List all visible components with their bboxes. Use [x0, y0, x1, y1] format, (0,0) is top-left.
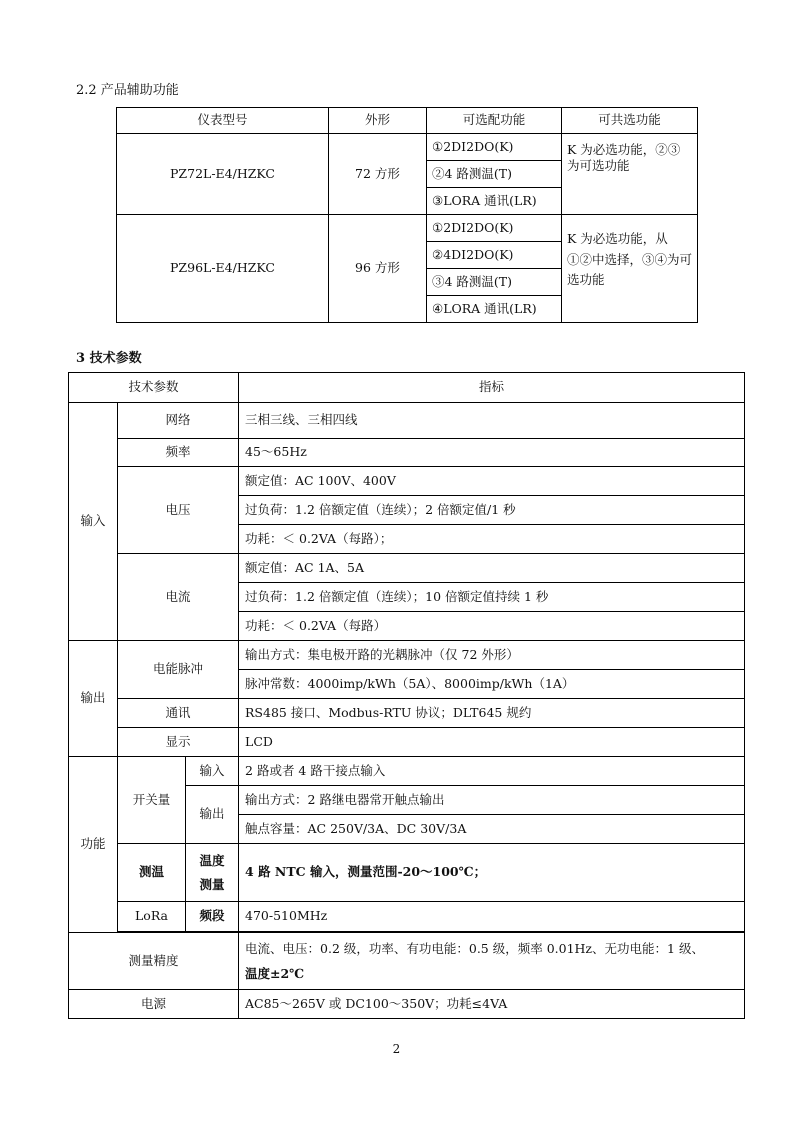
- temp-sub-label: [186, 844, 239, 902]
- page-number: 2: [392, 1042, 401, 1056]
- shape-cell: 96 方形: [329, 215, 427, 323]
- voltage-value: 功耗：＜ 0.2VA（每路）；: [239, 525, 745, 554]
- accuracy-value: [239, 933, 745, 990]
- current-label: 电流: [118, 554, 239, 641]
- comm-label: 通讯: [118, 699, 239, 728]
- power-label: 电源: [69, 990, 239, 1019]
- switch-input-value: 2 路或者 4 路干接点输入: [239, 757, 745, 786]
- technical-parameters-table: [68, 372, 745, 1019]
- voltage-value: 过负荷：1.2 倍额定值（连续）；2 倍额定值/1 秒: [239, 496, 745, 525]
- switch-output-value: 输出方式：2 路继电器常开触点输出: [239, 786, 745, 815]
- comm-value: RS485 接口、Modbus-RTU 协议；DLT645 规约: [239, 699, 745, 728]
- voltage-label: 电压: [118, 467, 239, 554]
- accuracy-line-1: 电流、电压：0.2 级，功率、有功电能：0.5 级，频率 0.01Hz、无功电能：1 级、: [245, 941, 704, 956]
- switch-input-label: 输入: [186, 757, 239, 786]
- accuracy-label: 测量精度: [69, 933, 239, 990]
- switch-output-label: 输出: [186, 786, 239, 844]
- note-cell: K 为必选功能，②③为可选功能: [562, 134, 698, 215]
- lora-label: LoRa: [118, 902, 186, 932]
- header-combinable: 可共选功能: [562, 108, 698, 134]
- temp-value: 4 路 NTC 输入，测量范围-20～100℃；: [239, 844, 745, 902]
- header-model: 仪表型号: [117, 108, 329, 134]
- option-cell: ②4DI2DO(K): [427, 242, 562, 269]
- frequency-value: 45～65Hz: [239, 439, 745, 467]
- option-cell: ①2DI2DO(K): [427, 134, 562, 161]
- display-label: 显示: [118, 728, 239, 757]
- lora-value: 470-510MHz: [239, 902, 745, 932]
- voltage-value: 额定值：AC 100V、400V: [239, 467, 745, 496]
- header-shape: 外形: [329, 108, 427, 134]
- model-cell: PZ72L-E4/HZKC: [117, 134, 329, 215]
- option-cell: ①2DI2DO(K): [427, 215, 562, 242]
- temp-label: 测温: [118, 844, 186, 902]
- pulse-value: 输出方式：集电极开路的光耦脉冲（仅 72 外形）: [239, 641, 745, 670]
- section-3-title: 3 技术参数: [76, 351, 142, 366]
- temp-sub-1: 温度: [199, 852, 225, 868]
- shape-cell: 72 方形: [329, 134, 427, 215]
- network-label: 网络: [118, 403, 239, 439]
- auxiliary-function-table: [116, 107, 698, 323]
- switch-output-value: 触点容量：AC 250V/3A、DC 30V/3A: [239, 815, 745, 844]
- input-group-label: 输入: [69, 403, 118, 641]
- option-cell: ④LORA 通讯(LR): [427, 296, 562, 323]
- pulse-value: 脉冲常数：4000imp/kWh（5A）、8000imp/kWh（1A）: [239, 670, 745, 699]
- section-2-2-title: 2.2 产品辅助功能: [76, 83, 179, 98]
- lora-sub-label: 频段: [186, 902, 239, 932]
- header-spec: 指标: [239, 373, 745, 403]
- pulse-label: 电能脉冲: [118, 641, 239, 699]
- header-optional: 可选配功能: [427, 108, 562, 134]
- display-value: LCD: [239, 728, 745, 757]
- option-cell: ②4 路测温(T): [427, 161, 562, 188]
- current-value: 过负荷：1.2 倍额定值（连续）；10 倍额定值持续 1 秒: [239, 583, 745, 612]
- switch-label: 开关量: [118, 757, 186, 844]
- power-value: AC85～265V 或 DC100～350V；功耗≤4VA: [239, 990, 745, 1019]
- header-param: 技术参数: [69, 373, 239, 403]
- frequency-label: 频率: [118, 439, 239, 467]
- temp-sub-2: 测量: [199, 876, 225, 892]
- note-cell: K 为必选功能，从①②中选择，③④为可选功能: [562, 215, 698, 323]
- function-group-label: 功能: [69, 757, 118, 933]
- network-value: 三相三线、三相四线: [239, 403, 745, 439]
- model-cell: PZ96L-E4/HZKC: [117, 215, 329, 323]
- output-group-label: 输出: [69, 641, 118, 757]
- current-value: 额定值：AC 1A、5A: [239, 554, 745, 583]
- accuracy-line-2: 温度±2℃: [245, 966, 305, 981]
- option-cell: ③4 路测温(T): [427, 269, 562, 296]
- current-value: 功耗：＜ 0.2VA（每路）: [239, 612, 745, 641]
- option-cell: ③LORA 通讯(LR): [427, 188, 562, 215]
